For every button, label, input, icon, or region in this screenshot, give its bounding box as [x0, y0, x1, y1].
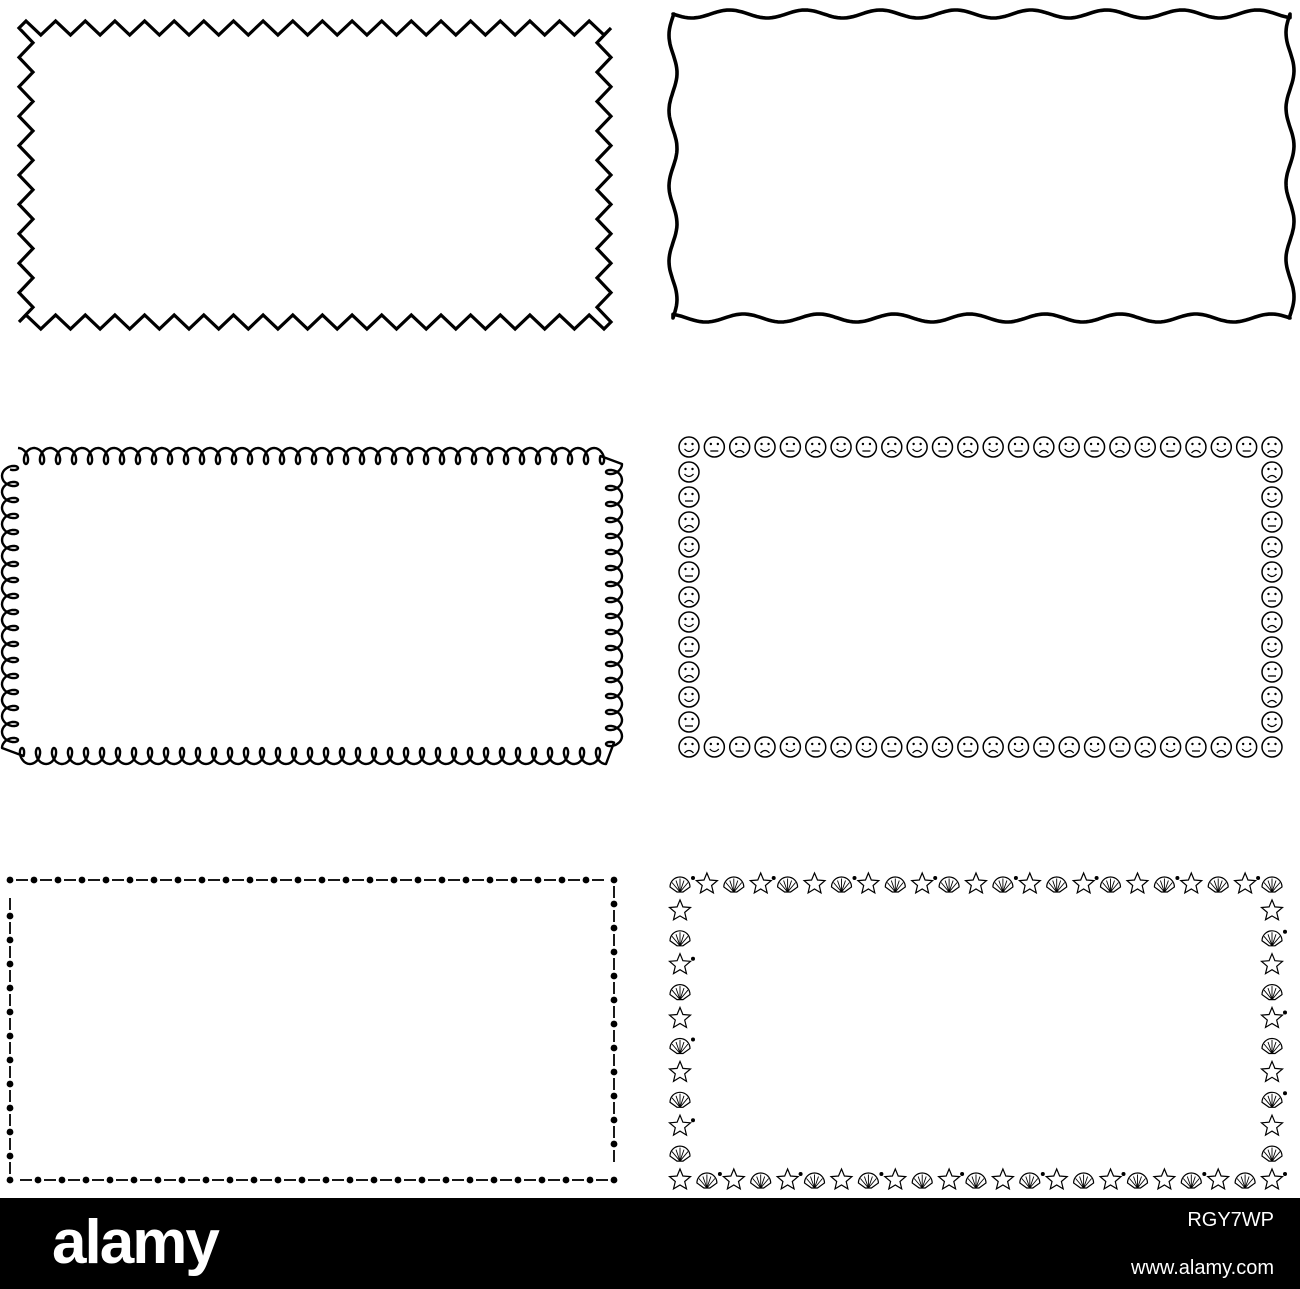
seashell [939, 877, 959, 892]
smiley-face [1262, 712, 1282, 732]
pebble-dot [1283, 1172, 1287, 1176]
smiley-face [1237, 737, 1257, 757]
seashell [885, 877, 905, 892]
border-dot [611, 1141, 618, 1148]
smiley-face [679, 487, 699, 507]
smiley-face [679, 612, 699, 632]
border-dot [539, 1177, 546, 1184]
seashell [1262, 1092, 1282, 1107]
seashell [1101, 877, 1121, 892]
loop-border [2, 448, 622, 764]
pebble-dot [718, 1172, 722, 1176]
seashell [993, 877, 1013, 892]
smiley-face [1262, 437, 1282, 457]
starfish [1262, 900, 1283, 920]
smiley-face [1262, 587, 1282, 607]
smiley-face [730, 737, 750, 757]
border-dot [611, 901, 618, 908]
smiley-face [1237, 437, 1257, 457]
seashell [1262, 1039, 1282, 1054]
smiley-face [755, 737, 775, 757]
smiley-face [958, 737, 978, 757]
seashell [1262, 931, 1282, 946]
border-dot [395, 1177, 402, 1184]
border-dot [7, 1105, 14, 1112]
pebble-dot [1175, 876, 1179, 880]
border-dot [7, 1009, 14, 1016]
border-dot [511, 877, 518, 884]
smiley-face [1009, 437, 1029, 457]
border-dot [127, 877, 134, 884]
smiley-face [856, 737, 876, 757]
smiley-face [1262, 487, 1282, 507]
smiley-face [679, 537, 699, 557]
border-dot [7, 1129, 14, 1136]
border-dot [103, 877, 110, 884]
seashell [670, 985, 690, 1000]
border-dot [535, 877, 542, 884]
smiley-face [679, 737, 699, 757]
border-dot [347, 1177, 354, 1184]
smiley-face [1161, 737, 1181, 757]
smiley-face [704, 437, 724, 457]
seashell [1262, 877, 1282, 892]
seashell [805, 1173, 825, 1188]
smiley-face [1009, 737, 1029, 757]
smiley-face [679, 437, 699, 457]
seashell [1020, 1173, 1040, 1188]
seashell [1154, 877, 1174, 892]
seashell [697, 1173, 717, 1188]
border-dot [7, 1081, 14, 1088]
smiley-face [1262, 737, 1282, 757]
border-dot [79, 877, 86, 884]
smiley-face [958, 437, 978, 457]
border-dot [611, 973, 618, 980]
smiley-face [679, 687, 699, 707]
starfish [777, 1169, 798, 1189]
pebble-dot [691, 1118, 695, 1122]
starfish [992, 1169, 1013, 1189]
smiley-face [1186, 737, 1206, 757]
border-dot [563, 1177, 570, 1184]
starfish [1262, 1061, 1283, 1081]
border-dot [203, 1177, 210, 1184]
smiley-face [1262, 612, 1282, 632]
smiley-face [679, 562, 699, 582]
starfish [831, 1169, 852, 1189]
border-dot [611, 877, 618, 884]
smiley-face [806, 437, 826, 457]
seashell [1262, 1146, 1282, 1161]
smiley-face [1059, 737, 1079, 757]
border-dot [151, 877, 158, 884]
border-dot [463, 877, 470, 884]
dot-dash-frame [7, 877, 618, 1184]
border-dot [199, 877, 206, 884]
starfish [670, 1169, 691, 1189]
border-dot [107, 1177, 114, 1184]
seashell [1128, 1173, 1148, 1188]
starfish [670, 900, 691, 920]
smiley-face [1262, 537, 1282, 557]
smiley-face [1059, 437, 1079, 457]
border-dot [587, 1177, 594, 1184]
smiley-face [755, 437, 775, 457]
seashell-frame [670, 873, 1288, 1189]
starfish [1235, 873, 1256, 893]
smiley-face [1085, 437, 1105, 457]
border-dot [7, 1153, 14, 1160]
smiley-face [780, 437, 800, 457]
seashell [670, 1146, 690, 1161]
smiley-face [831, 437, 851, 457]
border-dot [319, 877, 326, 884]
pebble-dot [691, 876, 695, 880]
smiley-face [1135, 437, 1155, 457]
smiley-face [1262, 687, 1282, 707]
smiley-face [1186, 437, 1206, 457]
smiley-face [1211, 737, 1231, 757]
border-dot [611, 949, 618, 956]
pebble-dot [1014, 876, 1018, 880]
pebble-dot [1041, 1172, 1045, 1176]
border-dot [275, 1177, 282, 1184]
border-dot [7, 913, 14, 920]
zigzag-border [19, 21, 611, 329]
border-dot [467, 1177, 474, 1184]
smiley-face [679, 637, 699, 657]
seashell [1074, 1173, 1094, 1188]
border-dot [611, 1021, 618, 1028]
starfish [1262, 1115, 1283, 1135]
pebble-dot [933, 876, 937, 880]
loop-frame [2, 448, 622, 764]
seashell [832, 877, 852, 892]
wavy-frame [669, 10, 1294, 322]
pebble-dot [772, 876, 776, 880]
starfish [1019, 873, 1040, 893]
starfish [966, 873, 987, 893]
starfish [696, 873, 717, 893]
smiley-face [679, 662, 699, 682]
site-url: www.alamy.com [1131, 1257, 1274, 1279]
starfish [912, 873, 933, 893]
smiley-face [882, 437, 902, 457]
border-dot [55, 877, 62, 884]
border-dot [7, 937, 14, 944]
seashell [1235, 1173, 1255, 1188]
pebble-dot [1283, 1091, 1287, 1095]
starfish [939, 1169, 960, 1189]
smiley-face [1262, 462, 1282, 482]
border-dot [515, 1177, 522, 1184]
smiley-frame [679, 437, 1282, 757]
border-dot [439, 877, 446, 884]
starfish [1073, 873, 1094, 893]
border-dot [611, 1069, 618, 1076]
smiley-face [882, 737, 902, 757]
seashell [670, 1039, 690, 1054]
border-dot [179, 1177, 186, 1184]
seashell [1047, 877, 1067, 892]
starfish [670, 954, 691, 974]
starfish [1154, 1169, 1175, 1189]
pebble-dot [1283, 930, 1287, 934]
seashell [1262, 985, 1282, 1000]
smiley-face [932, 437, 952, 457]
starfish [670, 1061, 691, 1081]
smiley-face [1262, 512, 1282, 532]
starfish [750, 873, 771, 893]
border-dot [611, 1093, 618, 1100]
smiley-face [983, 437, 1003, 457]
border-dot [371, 1177, 378, 1184]
smiley-face [679, 462, 699, 482]
border-dot [611, 1117, 618, 1124]
image-id: RGY7WP [1187, 1209, 1274, 1231]
smiley-face [1262, 562, 1282, 582]
border-dot [7, 961, 14, 968]
border-dot [295, 877, 302, 884]
border-dot [155, 1177, 162, 1184]
pebble-dot [799, 1172, 803, 1176]
border-dot [7, 1057, 14, 1064]
smiley-face [1034, 737, 1054, 757]
seashell [724, 877, 744, 892]
seashell [1208, 877, 1228, 892]
smiley-face [1161, 437, 1181, 457]
border-dot [611, 1177, 618, 1184]
smiley-face [1211, 437, 1231, 457]
watermark-footer [0, 1198, 1300, 1289]
border-dot [247, 877, 254, 884]
starfish [670, 1115, 691, 1135]
border-dot [487, 877, 494, 884]
smiley-face [907, 737, 927, 757]
border-dot [227, 1177, 234, 1184]
border-dot [491, 1177, 498, 1184]
border-dot [7, 985, 14, 992]
pebble-dot [1202, 1172, 1206, 1176]
border-dot [443, 1177, 450, 1184]
pebble-dot [1256, 876, 1260, 880]
border-dot [271, 877, 278, 884]
smiley-face [1135, 737, 1155, 757]
alamy-logo: alamy [52, 1208, 218, 1277]
border-dot [415, 877, 422, 884]
seashell [1181, 1173, 1201, 1188]
border-dot [7, 877, 14, 884]
smiley-face [780, 737, 800, 757]
smiley-face [1110, 437, 1130, 457]
smiley-face [806, 737, 826, 757]
pebble-dot [691, 957, 695, 961]
starfish [670, 1008, 691, 1028]
zigzag-frame [19, 21, 611, 329]
seashell [670, 877, 690, 892]
border-dot [299, 1177, 306, 1184]
starfish [885, 1169, 906, 1189]
pebble-dot [691, 1038, 695, 1042]
border-dot [7, 1033, 14, 1040]
smiley-face [1034, 437, 1054, 457]
border-dot [367, 877, 374, 884]
seashell [670, 1092, 690, 1107]
border-dot [83, 1177, 90, 1184]
border-dot [223, 877, 230, 884]
smiley-face [679, 712, 699, 732]
border-dot [583, 877, 590, 884]
seashell [778, 877, 798, 892]
smiley-face [932, 737, 952, 757]
smiley-face [730, 437, 750, 457]
border-dot [419, 1177, 426, 1184]
smiley-face [1262, 662, 1282, 682]
border-dot [31, 877, 38, 884]
smiley-face [704, 737, 724, 757]
pebble-dot [960, 1172, 964, 1176]
border-dot [611, 997, 618, 1004]
border-dot [611, 1045, 618, 1052]
starfish [1262, 1169, 1283, 1189]
starfish [723, 1169, 744, 1189]
starfish [1262, 1008, 1283, 1028]
smiley-face [1085, 737, 1105, 757]
smiley-face [1262, 637, 1282, 657]
starfish [1100, 1169, 1121, 1189]
border-dot [559, 877, 566, 884]
pebble-dot [1283, 1011, 1287, 1015]
seashell [858, 1173, 878, 1188]
smiley-face [856, 437, 876, 457]
seashell [751, 1173, 771, 1188]
pebble-dot [879, 1172, 883, 1176]
border-dot [35, 1177, 42, 1184]
smiley-face [679, 587, 699, 607]
starfish [1208, 1169, 1229, 1189]
smiley-face [1110, 737, 1130, 757]
starfish [1181, 873, 1202, 893]
border-dot [611, 925, 618, 932]
smiley-face [831, 737, 851, 757]
smiley-face [907, 437, 927, 457]
pebble-dot [1122, 1172, 1126, 1176]
pebble-dot [1095, 876, 1099, 880]
smiley-face [679, 512, 699, 532]
starfish [804, 873, 825, 893]
starfish [1127, 873, 1148, 893]
border-dot [175, 877, 182, 884]
smiley-face [983, 737, 1003, 757]
seashell [912, 1173, 932, 1188]
border-dot [343, 877, 350, 884]
starfish [1262, 954, 1283, 974]
seashell [670, 931, 690, 946]
border-dot [391, 877, 398, 884]
border-dot [131, 1177, 138, 1184]
border-dot [323, 1177, 330, 1184]
pebble-dot [853, 876, 857, 880]
starfish [858, 873, 879, 893]
seashell [966, 1173, 986, 1188]
wavy-border [669, 10, 1294, 322]
starfish [1046, 1169, 1067, 1189]
border-dot [251, 1177, 258, 1184]
border-dot [59, 1177, 66, 1184]
border-dot [7, 1177, 14, 1184]
